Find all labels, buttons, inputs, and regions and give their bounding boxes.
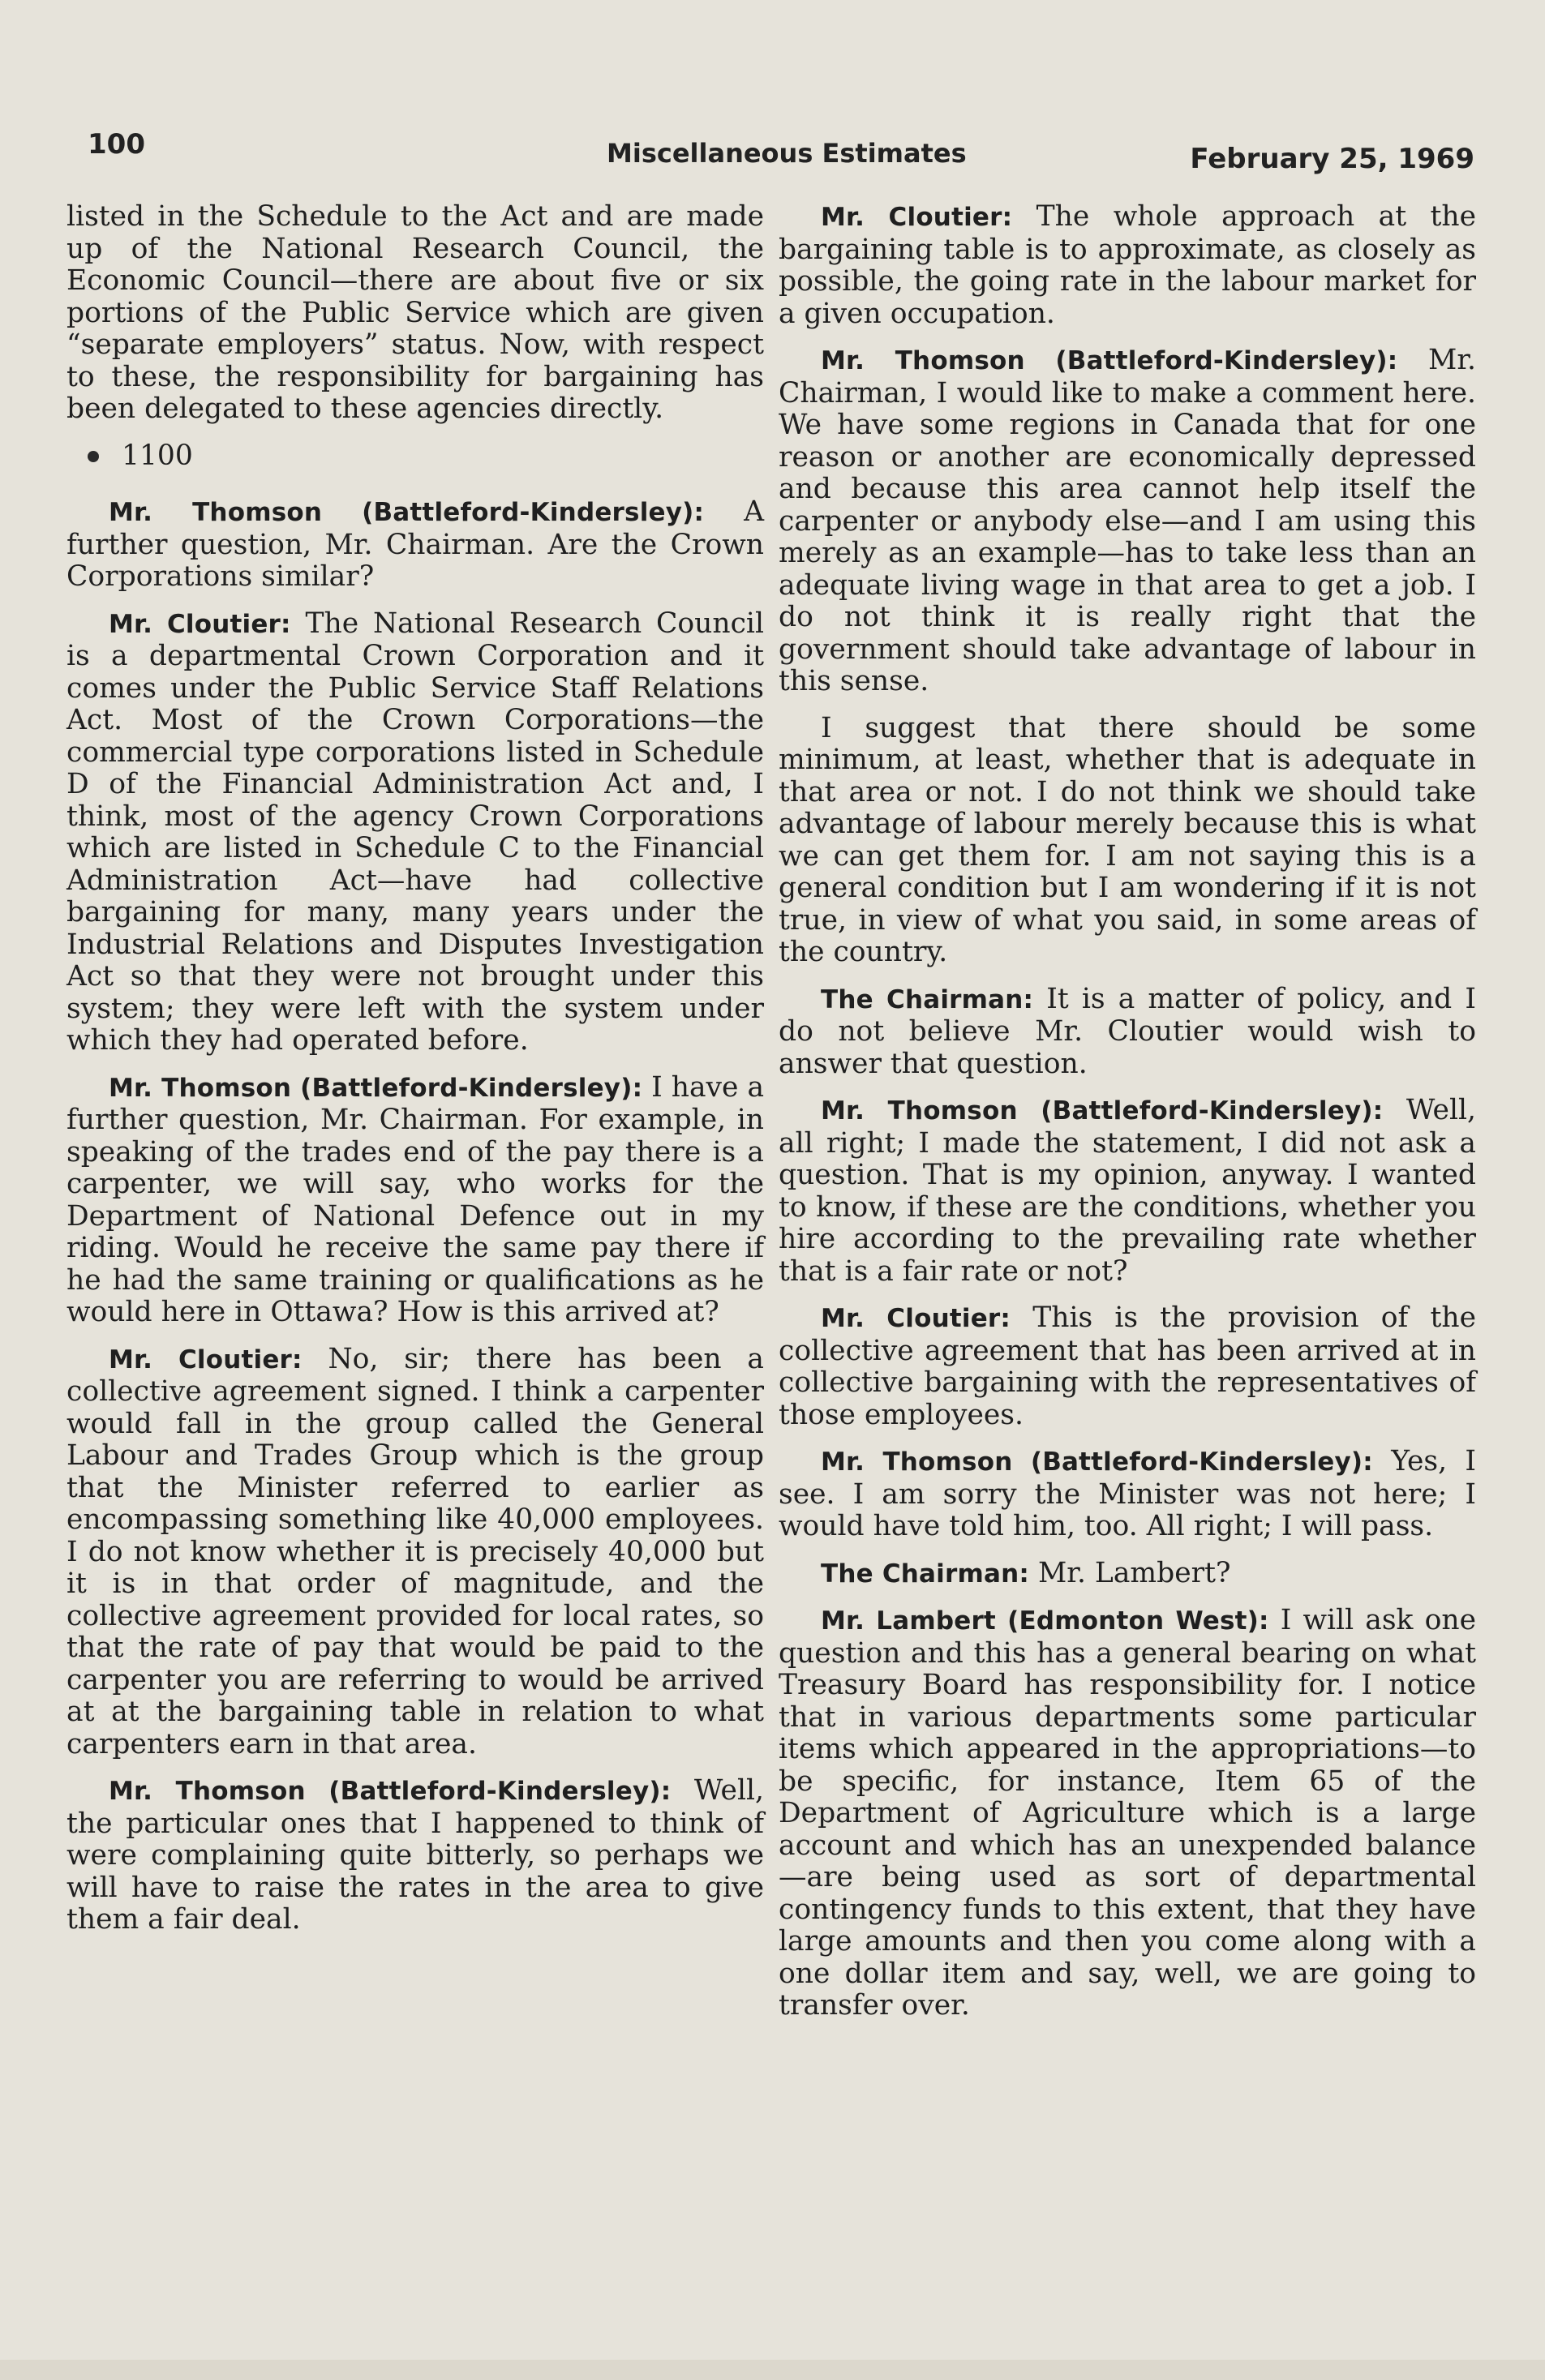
speaker-name: Mr. Thomson (Battleford-Kindersley):: [821, 346, 1398, 375]
speech-text: It is a matter of policy, and I do not believe Mr. Cloutier would wish to answer that question.: [779, 982, 1476, 1080]
speech-text: Mr. Lambert?: [1037, 1556, 1231, 1589]
speech-paragraph: [779, 1605, 1476, 2022]
speech-text: A further question, Mr. Chairman. Are the Crown Corporations similar?: [67, 495, 765, 593]
speech-text: Well, all right; I made the statement, I did not ask a question. That is my opinion, anyway. I wanted to know, if these are the conditions, whether you hire according to the prevailing rate whether that is a fair rate or not?: [779, 1094, 1476, 1288]
page-header: [88, 128, 1474, 177]
speech-paragraph: [779, 1558, 1476, 1591]
speech-paragraph: [779, 1302, 1476, 1431]
speech-text: The National Research Council is a departmental Crown Corporation and it comes under the Public Service Staff Relations Act. Most of the Crown Corporations—the commercial type corporations listed in Schedule D of the Financial Administration Act and, I think, most of the agency Crown Corporations which are listed in Schedule C to the Financial Administration Act—have had collective bargaining for many, many years under the Industrial Relations and Disputes Investigation Act so that they were not brought under this system; they were left with the system under which they had operated before.: [67, 607, 764, 1057]
speaker-name: Mr. Lambert (Edmonton West):: [821, 1606, 1269, 1636]
speaker-name: The Chairman:: [821, 984, 1034, 1014]
speech-text: Mr. Chairman, I would like to make a comment here. We have some regions in Canada that for one reason or another are economically depressed and because this area cannot help itself the carpenter or anybody else—and I am using this merely as an example—has to take less than an adequate living wage in that area to get a job. I do not think it is really right that the government should take advantage of labour in this sense.: [779, 344, 1477, 697]
time-marker-label: 1100: [122, 439, 193, 472]
page-bottom-edge: [0, 2360, 1545, 2380]
speaker-name: Mr. Thomson (Battleford-Kindersley):: [821, 1096, 1384, 1126]
speech-paragraph: [67, 1775, 764, 1936]
speech-paragraph: [779, 984, 1476, 1081]
speech-paragraph: [67, 608, 764, 1057]
speaker-name: Mr. Cloutier:: [821, 203, 1013, 232]
time-marker: [67, 440, 764, 473]
speech-text: I have a further question, Mr. Chairman. For example, in speaking of the trades end of the pay there is a carpenter, we will say, who works for the Department of National Defence out in my riding. Would he receive the same pay there if he had the same training or qualifications as he would here in Ottawa? How is this arrived at?: [67, 1070, 765, 1328]
speaker-name: Mr. Cloutier:: [109, 1344, 303, 1374]
paragraph: I suggest that there should be some minimum, at least, whether that is adequate in that area or not. I do not think we should take advantage of labour merely because this is what we can get them for. I am not saying this is a general condition but I am wondering if it is not true, in view of what you said, in some areas of the country.: [779, 711, 1476, 968]
page-number: 100: [88, 128, 145, 161]
speech-text: This is the provision of the collective agreement that has been arrived at in collective bargaining with the representatives of those employees.: [779, 1301, 1477, 1431]
speech-paragraph: [779, 1095, 1476, 1288]
speech-paragraph: [779, 345, 1476, 698]
speaker-name: Mr. Thomson (Battleford-Kindersley):: [109, 1073, 643, 1103]
speech-text: I will ask one question and this has a general bearing on what Treasury Board has responsibility for. I notice that in various departments some particular items which appeared in the appropriations—to be specific, for instance, Item 65 of the Department of Agriculture which is a large account and which has an unexpended balance—are being used as sort of departmental contingency funds to this extent, that they have large amounts and then you come along with a one dollar item and say, well, we are going to transfer over.: [779, 1604, 1476, 2022]
speaker-name: Mr. Thomson (Battleford-Kindersley):: [109, 1777, 672, 1806]
right-column: [779, 201, 1476, 2037]
bullet-dot-icon: [88, 451, 99, 462]
speech-text: Well, the particular ones that I happened to think of were complaining quite bitterly, so perhaps we will have to raise the rates in the area to give them a fair deal.: [67, 1774, 764, 1936]
speech-paragraph: [67, 496, 764, 594]
speaker-name: Mr. Cloutier:: [109, 609, 291, 639]
speech-text: No, sir; there has been a collective agreement signed. I think a carpenter would fall in the group called the General Labour and Trades Group which is the group that the Minister referred to earlier as encompassing something like 40,000 employees. I do not know whether it is precisely 40,000 but it is in that order of magnitude, and the collective agreement provided for local rates, so that the rate of pay that would be paid to the carpenter you are referring to would be arrived at at the bargaining table in relation to what carpenters earn in that area.: [67, 1342, 764, 1760]
header-date: February 25, 1969: [1190, 143, 1474, 175]
speech-text: Yes, I see. I am sorry the Minister was not here; I would have told him, too. All right; I will pass.: [779, 1445, 1477, 1542]
paragraph: listed in the Schedule to the Act and are made up of the National Research Council, the Economic Council—there are about five or six portions of the Public Service which are given “separate employers” status. Now, with respect to these, the responsibility for bargaining has been delegated to these agencies directly.: [67, 200, 764, 425]
speaker-name: Mr. Cloutier:: [821, 1304, 1011, 1333]
speaker-name: The Chairman:: [821, 1559, 1029, 1589]
left-column: [67, 201, 764, 1951]
speech-paragraph: [779, 1446, 1476, 1543]
speech-paragraph: [779, 201, 1476, 330]
running-title: Miscellaneous Estimates: [607, 138, 967, 169]
speech-text: The whole approach at the bargaining table is to approximate, as closely as possible, the going rate in the labour market for a given occupation.: [779, 200, 1476, 330]
speaker-name: Mr. Thomson (Battleford-Kindersley):: [821, 1447, 1373, 1477]
speaker-name: Mr. Thomson (Battleford-Kindersley):: [109, 498, 705, 527]
speech-paragraph: [67, 1344, 764, 1761]
speech-paragraph: [67, 1072, 764, 1329]
